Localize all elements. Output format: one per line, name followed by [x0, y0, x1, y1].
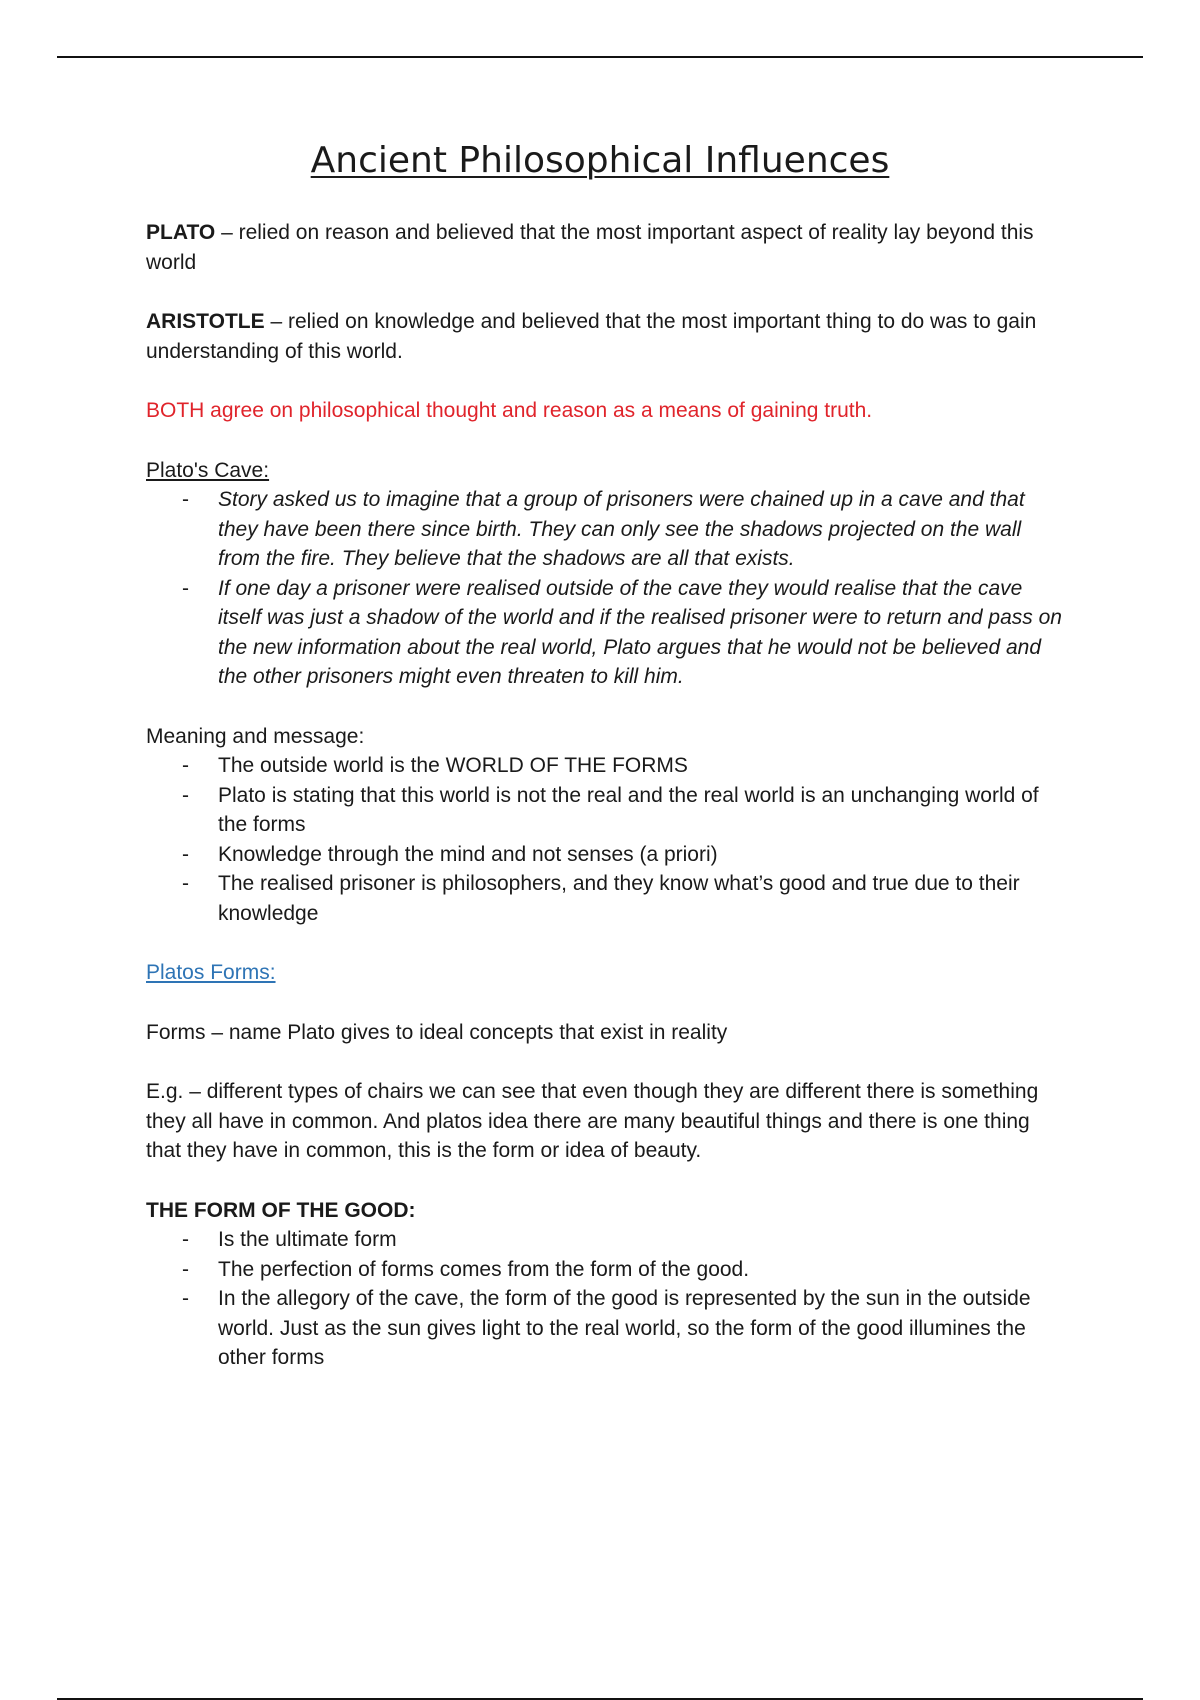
list-item — [146, 751, 1066, 781]
meaning-item-text: Plato is stating that this world is not the real and the real world is an unchanging world of the forms — [218, 783, 1039, 836]
plato-label: PLATO — [146, 221, 216, 244]
list-item — [146, 1255, 1066, 1285]
document-title: Ancient Philosophical Influences — [310, 140, 890, 181]
form-of-good-heading: THE FORM OF THE GOOD: — [146, 1198, 416, 1222]
bullet-dash: - — [182, 1287, 189, 1310]
cave-list — [146, 485, 1066, 692]
meaning-item-text: The realised prisoner is philosophers, and they know what’s good and true due to their knowledge — [218, 872, 1020, 925]
meaning-item-text: Knowledge through the mind and not senses (a priori) — [218, 842, 718, 866]
plato-text: – relied on reason and believed that the most important aspect of reality lay beyond this world — [146, 221, 1034, 274]
forms-definition: Forms – name Plato gives to ideal concepts that exist in reality — [146, 1020, 728, 1044]
top-border-line — [57, 56, 1143, 58]
bullet-dash: - — [182, 488, 189, 511]
bullet-dash: - — [182, 842, 189, 866]
cave-item-text: If one day a prisoner were realised outside of the cave they would realise that the cave itself was just a shadow of the world and if the realised prisoner were to return and pass on the new information about the real world, Plato argues that he would not be believed and the other prisoners might even threaten to kill him. — [218, 576, 1062, 688]
meaning-list — [146, 751, 1066, 928]
form-of-good-list — [146, 1225, 1066, 1373]
good-item-text: In the allegory of the cave, the form of the good is represented by the sun in the outside world. Just as the sun gives light to the real world, so the form of the good illumines the other forms — [218, 1287, 1031, 1369]
bullet-dash: - — [182, 576, 189, 600]
document-body — [146, 218, 1066, 1373]
bullet-dash: - — [182, 754, 189, 777]
bullet-dash: - — [182, 1257, 189, 1281]
cave-item-text: Story asked us to imagine that a group of prisoners were chained up in a cave and that they have been there since birth. They can only see the shadows projected on the wall from the fire. They believe that the shadows are all that exists. — [218, 488, 1025, 570]
platos-forms-link[interactable]: Platos Forms: — [146, 961, 276, 984]
list-item — [146, 781, 1066, 840]
aristotle-paragraph — [146, 307, 1066, 366]
list-item — [146, 1284, 1066, 1373]
bullet-dash: - — [182, 1228, 189, 1251]
bullet-dash: - — [182, 872, 189, 895]
bullet-dash: - — [182, 783, 189, 807]
plato-paragraph — [146, 218, 1066, 277]
aristotle-label: ARISTOTLE — [146, 310, 265, 333]
list-item — [146, 1225, 1066, 1255]
list-item — [146, 840, 1066, 870]
forms-example: E.g. – different types of chairs we can see that even though they are different there is something they all have in common. And platos idea there are many beautiful things and there is one thing that they have in common, this is the form or idea of beauty. — [146, 1080, 1039, 1162]
meaning-heading: Meaning and message: — [146, 724, 365, 748]
list-item — [146, 485, 1066, 574]
good-item-text: Is the ultimate form — [218, 1228, 397, 1251]
both-agree-note: BOTH agree on philosophical thought and reason as a means of gaining truth. — [146, 399, 873, 422]
list-item — [146, 574, 1066, 692]
meaning-item-text: The outside world is the WORLD OF THE FORMS — [218, 754, 688, 777]
good-item-text: The perfection of forms comes from the form of the good. — [218, 1257, 750, 1281]
list-item — [146, 869, 1066, 928]
cave-heading: Plato's Cave: — [146, 458, 270, 482]
aristotle-text: – relied on knowledge and believed that the most important thing to do was to gain understanding of this world. — [146, 310, 1037, 363]
